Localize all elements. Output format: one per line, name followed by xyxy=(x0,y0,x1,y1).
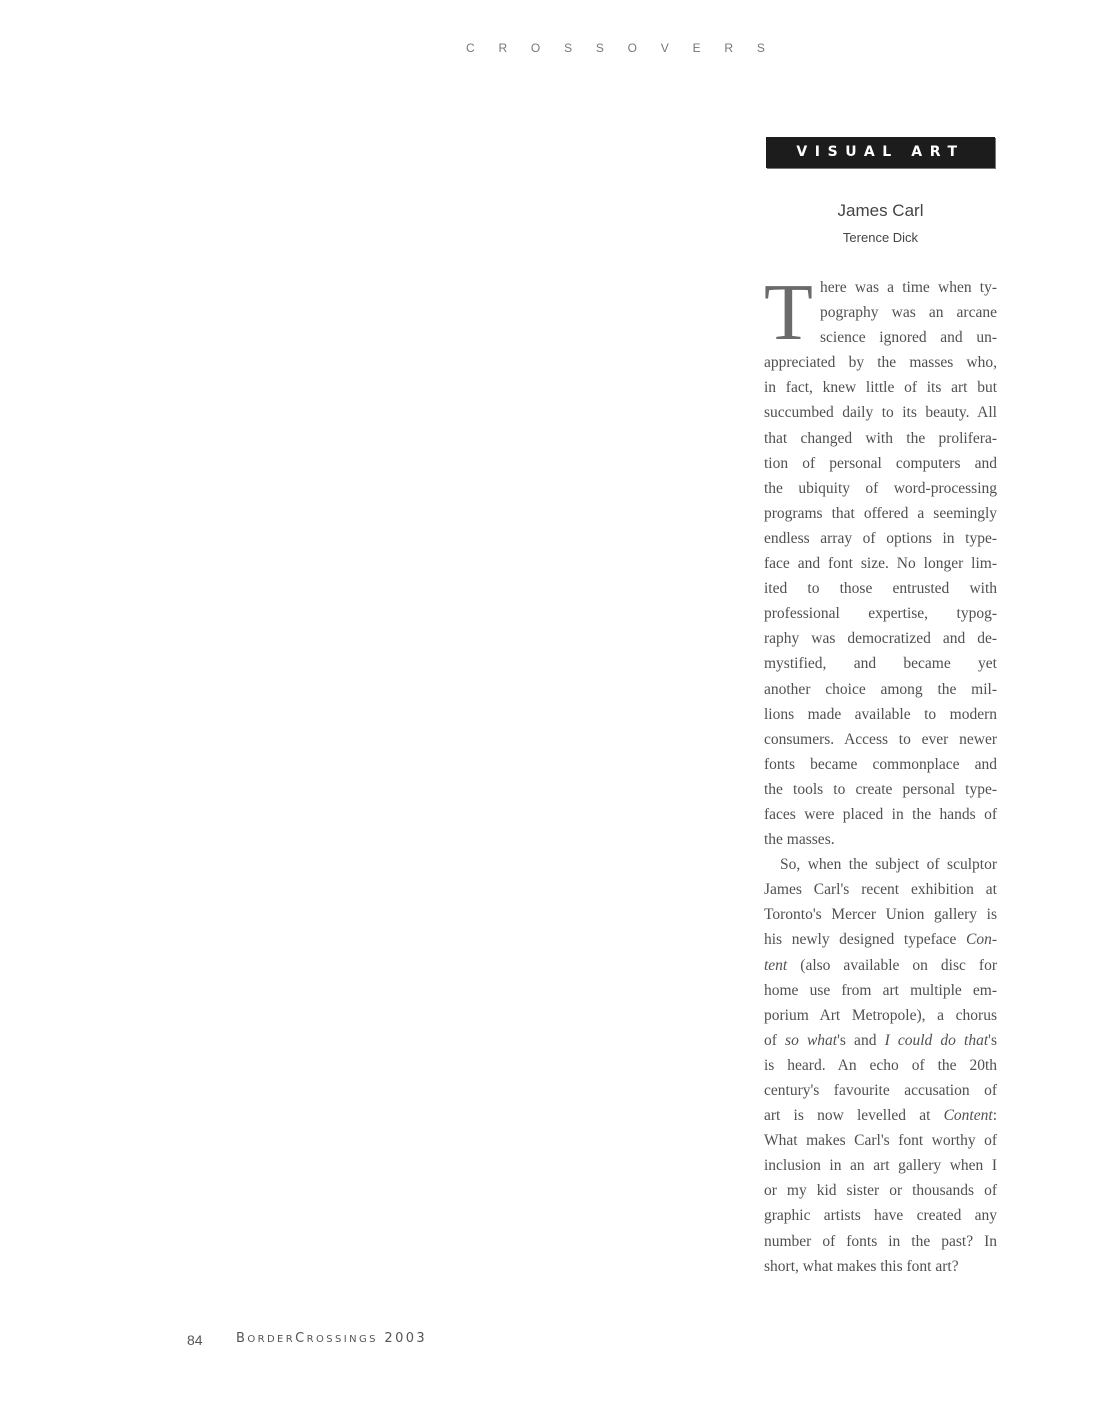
body-line: another choice among the mil- xyxy=(764,680,997,698)
body-line: James Carl's recent exhibition at xyxy=(764,881,997,899)
text-run: 's and xyxy=(837,1031,885,1049)
body-line: inclusion in an art gallery when I xyxy=(764,1157,997,1175)
mag-initial: C xyxy=(295,1331,307,1346)
italic-title: Content xyxy=(943,1107,993,1125)
paragraph-1 xyxy=(764,269,997,852)
body-line: What makes Carl's font worthy of xyxy=(764,1132,997,1150)
text-run: art is now levelled at xyxy=(764,1107,944,1125)
body-line: number of fonts in the past? In xyxy=(764,1232,997,1250)
mag-smallcaps: ORDER xyxy=(247,1334,296,1345)
body-line: consumers. Access to ever newer xyxy=(764,730,997,748)
body-line: that changed with the prolifera- xyxy=(764,429,997,447)
body-line: endless array of options in type- xyxy=(764,529,997,547)
body-line: the tools to create personal type- xyxy=(764,780,997,798)
body-line xyxy=(764,953,997,978)
body-line: in fact, knew little of its art but xyxy=(764,379,997,397)
body-line: fonts became commonplace and xyxy=(764,755,997,773)
article-title: James Carl xyxy=(837,201,924,220)
body-line: here was a time when ty- xyxy=(820,279,997,296)
body-line: professional expertise, typog- xyxy=(764,605,997,623)
body-line xyxy=(764,1028,997,1053)
body-line: graphic artists have created any xyxy=(764,1207,997,1225)
body-line: short, what makes this font art? xyxy=(764,1257,959,1275)
drop-cap: T xyxy=(764,269,813,357)
page-number: 84 xyxy=(187,1332,203,1348)
issue-year: 2003 xyxy=(377,1331,428,1346)
text-run: : xyxy=(992,1107,997,1125)
body-line: So, when the subject of sculptor xyxy=(780,856,997,874)
italic-phrase: so what xyxy=(785,1031,838,1049)
body-line: or my kid sister or thousands of xyxy=(764,1182,997,1200)
body-line: science ignored and un- xyxy=(820,329,997,347)
body-line: porium Art Metropole), a chorus xyxy=(764,1006,997,1024)
magazine-name xyxy=(236,1331,427,1346)
body-line: faces were placed in the hands of xyxy=(764,805,997,823)
article-body xyxy=(764,269,997,1279)
body-line: is heard. An echo of the 20th xyxy=(764,1056,997,1074)
italic-title: tent xyxy=(764,956,788,974)
mag-smallcaps: ROSSINGS xyxy=(306,1334,378,1345)
section-label: VISUAL ART xyxy=(766,137,995,168)
body-line: tion of personal computers and xyxy=(764,454,997,472)
body-line: face and font size. No longer lim- xyxy=(764,555,997,573)
italic-phrase: I could do that xyxy=(884,1031,989,1049)
body-line: programs that offered a seemingly xyxy=(764,504,997,522)
text-run: his newly designed typeface xyxy=(764,931,966,949)
body-line: century's favourite accusation of xyxy=(764,1082,997,1099)
text-run: 's xyxy=(988,1031,997,1049)
body-line: the ubiquity of word-processing xyxy=(764,479,997,497)
text-run: of xyxy=(764,1031,786,1049)
body-line: the masses. xyxy=(764,831,835,849)
italic-title: Con- xyxy=(966,931,997,949)
running-head: CROSSOVERS xyxy=(466,41,789,55)
body-line xyxy=(764,1103,997,1128)
paragraph-2 xyxy=(764,852,997,1279)
body-line xyxy=(764,927,997,952)
body-line: succumbed daily to its beauty. All xyxy=(764,404,997,422)
body-line: ited to those entrusted with xyxy=(764,580,997,598)
body-line: lions made available to modern xyxy=(764,705,997,723)
body-line: mystified, and became yet xyxy=(764,655,997,673)
body-line: raphy was democratized and de- xyxy=(764,630,997,648)
body-line: Toronto's Mercer Union gallery is xyxy=(764,906,997,924)
body-line: pography was an arcane xyxy=(820,304,997,322)
mag-initial: B xyxy=(236,1331,248,1346)
text-run: (also available on disc for xyxy=(787,956,997,974)
body-line: home use from art multiple em- xyxy=(764,981,997,999)
article-author: Terence Dick xyxy=(842,230,919,245)
body-line: appreciated by the masses who, xyxy=(764,354,997,372)
